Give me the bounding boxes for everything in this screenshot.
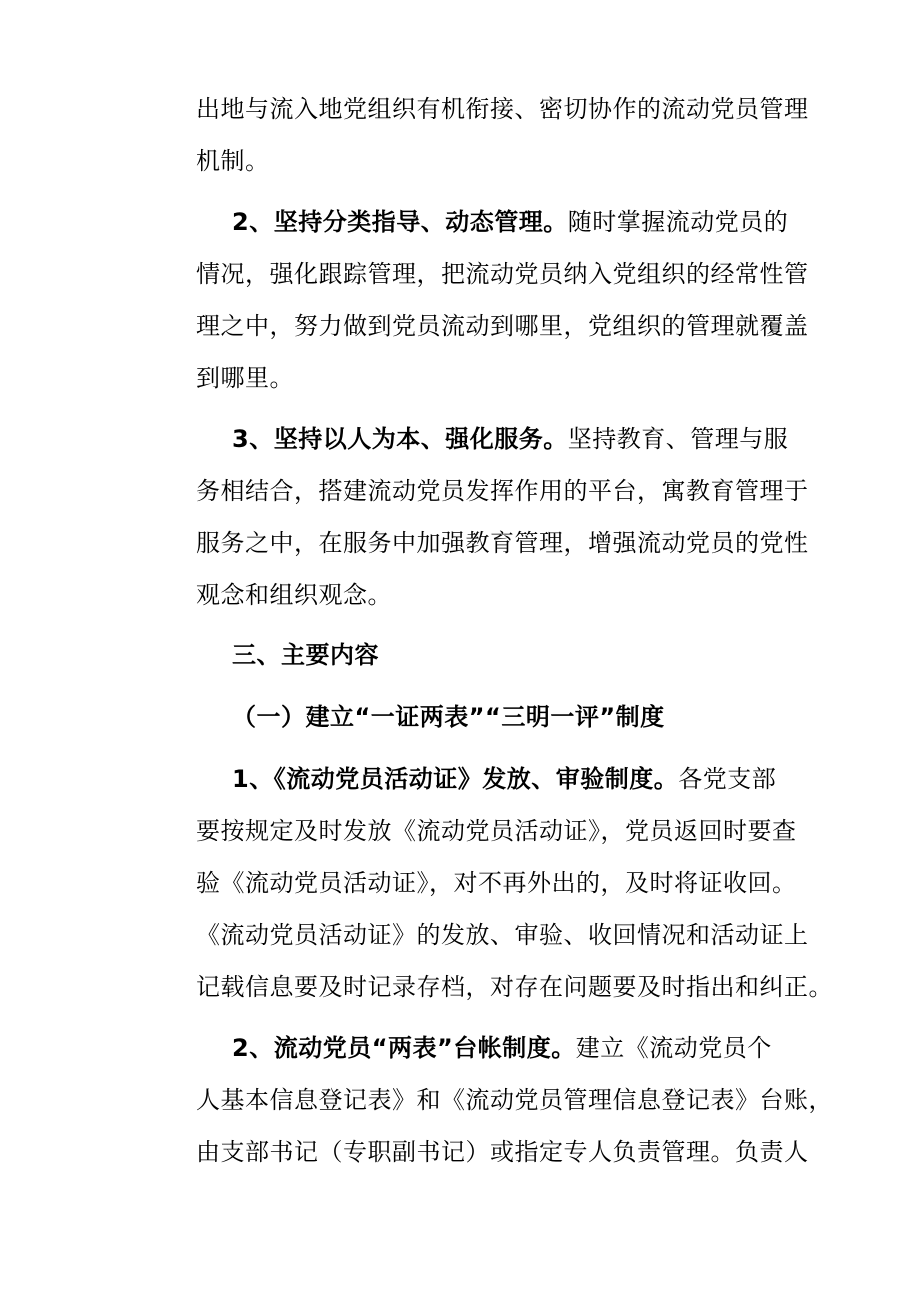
- paragraph-5-line-2: 人基本信息登记表》和《流动党员管理信息登记表》台账，: [196, 1086, 833, 1114]
- paragraph-4-lead: 1、《流动党员活动证》发放、审验制度。: [232, 765, 679, 793]
- section-heading-main-content: 三、主要内容: [232, 641, 379, 669]
- subheading-system: （一）建立“一证两表”“三明一评”制度: [232, 703, 665, 731]
- paragraph-4-line-4: 《流动党员活动证》的发放、审验、收回情况和活动证上: [196, 921, 809, 949]
- paragraph-3-line-1: [232, 424, 788, 454]
- paragraph-4-line-3: 验《流动党员活动证》，对不再外出的，及时将证收回。: [196, 869, 797, 897]
- paragraph-3-line-4: 观念和组织观念。: [196, 581, 392, 609]
- paragraph-5-lead: 2、流动党员“两表”台帐制度。: [232, 1034, 576, 1062]
- paragraph-3-line-3: 服务之中，在服务中加强教育管理，增强流动党员的党性: [196, 529, 809, 557]
- paragraph-3-line-2: 务相结合，搭建流动党员发挥作用的平台，寓教育管理于: [196, 477, 809, 505]
- paragraph-2-line-2: 情况，强化跟踪管理，把流动党员纳入党组织的经常性管: [196, 260, 809, 288]
- paragraph-3-lead: 3、坚持以人为本、强化服务。: [232, 425, 568, 453]
- paragraph-2-line-1-rest: 随时掌握流动党员的: [567, 208, 789, 236]
- paragraph-4-line-5: 记载信息要及时记录存档，对存在问题要及时指出和纠正。: [196, 973, 833, 1001]
- paragraph-4-line-1: [232, 764, 776, 794]
- paragraph-1-line-1: 出地与流入地党组织有机衔接、密切协作的流动党员管理: [196, 95, 809, 123]
- paragraph-2-line-4: 到哪里。: [196, 364, 294, 392]
- paragraph-4-line-1-rest: 各党支部: [678, 765, 777, 793]
- paragraph-2-lead: 2、坚持分类指导、动态管理。: [232, 208, 568, 236]
- paragraph-1-line-2: 机制。: [196, 147, 270, 175]
- paragraph-3-line-1-rest: 坚持教育、管理与服: [567, 425, 789, 453]
- paragraph-5-line-1-rest: 建立《流动党员个: [575, 1034, 772, 1062]
- paragraph-5-line-1: [232, 1033, 772, 1063]
- paragraph-2-line-1: [232, 207, 788, 237]
- paragraph-2-line-3: 理之中，努力做到党员流动到哪里，党组织的管理就覆盖: [196, 312, 809, 340]
- paragraph-5-line-3: 由支部书记（专职副书记）或指定专人负责管理。负责人: [196, 1138, 809, 1166]
- paragraph-4-line-2: 要按规定及时发放《流动党员活动证》，党员返回时要查: [196, 817, 797, 845]
